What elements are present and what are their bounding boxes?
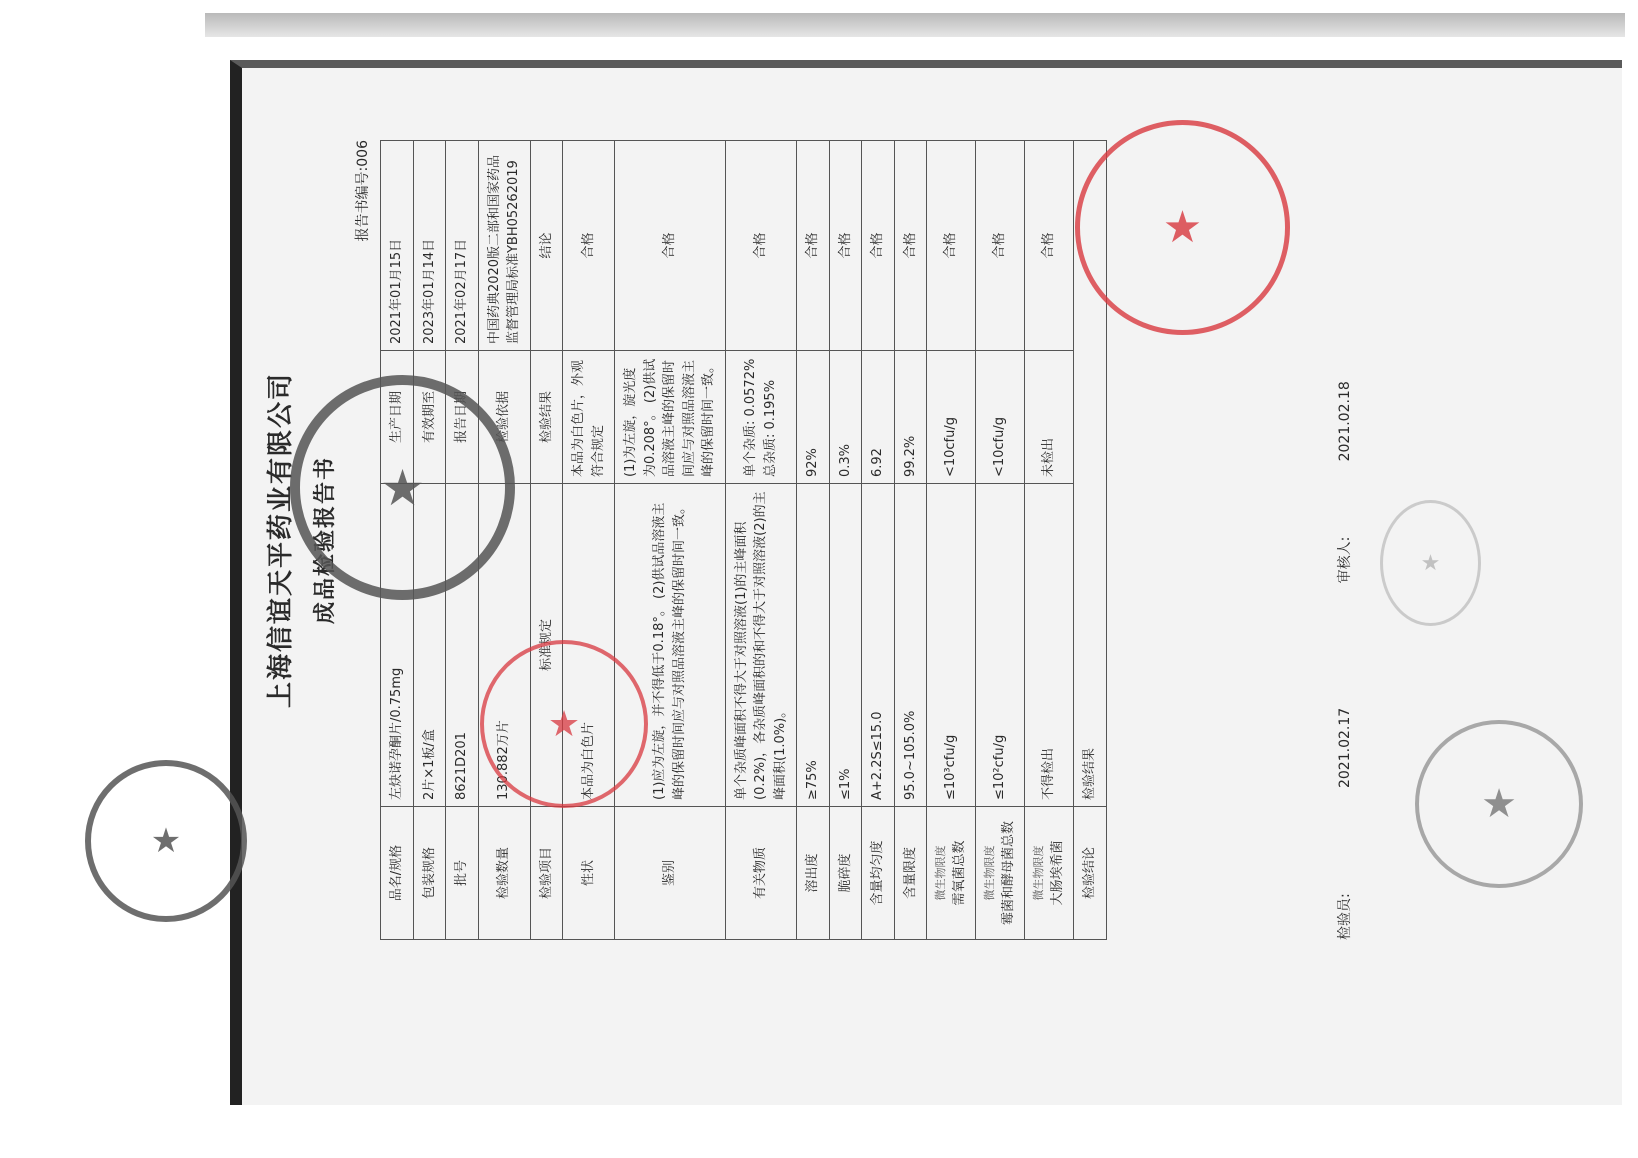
test-item: [563, 807, 615, 940]
test-row: [563, 141, 615, 940]
test-conclusion: 合格: [894, 141, 927, 351]
test-row: [927, 141, 976, 940]
test-standard: 95.0~105.0%: [894, 484, 927, 807]
test-conclusion: 合格: [862, 141, 895, 351]
inspector-signature: [1330, 822, 1354, 828]
test-result: 92%: [797, 351, 830, 484]
test-result: 未检出: [1025, 351, 1074, 484]
info-cell: 2023年01月14日: [413, 141, 446, 351]
test-header-cell: 检验项目: [530, 807, 563, 940]
test-conclusion: 合格: [563, 141, 615, 351]
test-standard: ≤1%: [829, 484, 862, 807]
test-result: <10cfu/g: [927, 351, 976, 484]
test-item-label: 脆碎度: [837, 853, 853, 893]
test-standard: 不得检出: [1025, 484, 1074, 807]
test-row: [862, 141, 895, 940]
gray-seal-quality-dept-right: ★: [1415, 720, 1583, 888]
test-item: [615, 807, 726, 940]
info-cell: 检验依据: [478, 351, 530, 484]
test-item: [829, 807, 862, 940]
test-item-label: 溶出度: [805, 853, 820, 893]
gray-seal-anhui: ★: [85, 760, 247, 922]
test-item-label: 鉴别: [662, 860, 677, 887]
test-standard: (1)应为左旋，并不得低于0.18°。 (2)供试品溶液主峰的保留时间应与对照品溶液主峰的保留时间一致。: [615, 484, 726, 807]
test-item: [927, 807, 976, 940]
test-result: 单个杂质: 0.0572% 总杂质: 0.195%: [725, 351, 797, 484]
test-header-row: [530, 141, 563, 940]
test-group: 微生物限度: [934, 845, 947, 901]
company-name: 上海信谊天平药业有限公司: [266, 372, 296, 709]
test-item-label: 性状: [580, 860, 596, 887]
info-cell: 130.882万片: [478, 484, 530, 807]
test-row: [829, 141, 862, 940]
info-cell: 检验数量: [478, 807, 530, 940]
test-result: 6.92: [862, 351, 895, 484]
test-result: <10cfu/g: [976, 351, 1025, 484]
test-conclusion: 合格: [1025, 141, 1074, 351]
test-conclusion: 合格: [797, 141, 830, 351]
test-standard: ≤10²cfu/g: [976, 484, 1025, 807]
test-item: [862, 807, 895, 940]
test-item-label: 霉菌和酵母菌总数: [1000, 821, 1016, 926]
report-title: 成品检验报告书: [312, 456, 338, 625]
signature-line: 检验员: 2021.02.17 审核人: 2021.02.18: [1330, 140, 1354, 940]
test-standard: 本品为白色片: [563, 484, 615, 807]
test-item-label: 含量均匀度: [870, 840, 885, 906]
test-item-label: 含量限度: [902, 847, 918, 900]
info-cell: 2片×1板/盒: [413, 484, 446, 807]
test-header-cell: 结论: [530, 141, 563, 351]
conclusion-label: 检验结论: [1074, 807, 1107, 940]
test-result: 99.2%: [894, 351, 927, 484]
info-cell: 左炔诺孕酮片/0.75mg: [381, 484, 414, 807]
test-item: [725, 807, 797, 940]
test-item-label: 大肠埃希菌: [1049, 840, 1065, 906]
info-cell: 中国药典2020版二部和国家药品监督管理局标准YBH05262019: [478, 141, 530, 351]
test-item-label: 有关物质: [753, 847, 768, 900]
test-result: (1)为左旋，旋光度为0.208°。 (2)供试品溶液主峰的保留时间应与对照品溶液主峰的保留时间一致。: [615, 351, 726, 484]
info-cell: 报告日期: [446, 351, 479, 484]
red-seal-anhui: ★: [480, 640, 648, 808]
test-header-cell: 检验结果: [530, 351, 563, 484]
test-conclusion: 合格: [725, 141, 797, 351]
test-row: [976, 141, 1025, 940]
test-standard: 单个杂质峰面积不得大于对照溶液(1)的主峰面积(0.2%)，各杂质峰面积的和不得大于对照溶液(2)的主峰面积(1.0%)。: [725, 484, 797, 807]
test-result: 0.3%: [829, 351, 862, 484]
gray-seal-shanghai-xinyi: ★: [290, 375, 515, 600]
test-conclusion: 合格: [615, 141, 726, 351]
test-item-label: 需氧菌总数: [951, 840, 967, 906]
info-cell: 2021年02月17日: [446, 141, 479, 351]
test-item: [894, 807, 927, 940]
test-result: 本品为白色片，外观符合规定: [563, 351, 615, 484]
test-conclusion: 合格: [829, 141, 862, 351]
red-seal-heilongjiang: ★: [1075, 120, 1290, 335]
info-cell: 有效期至: [413, 351, 446, 484]
test-group: 微生物限度: [983, 845, 996, 901]
test-item: [976, 807, 1025, 940]
test-conclusion: 合格: [976, 141, 1025, 351]
conclusion-value: 检验结果: [1074, 141, 1107, 807]
test-row: [894, 141, 927, 940]
test-row: [615, 141, 726, 940]
test-header-cell: 标准规定: [530, 484, 563, 807]
info-cell: 批号: [446, 807, 479, 940]
info-cell: 包装规格: [413, 807, 446, 940]
scanner-top-band: [205, 13, 1625, 37]
test-row: [1025, 141, 1074, 940]
info-cell: 品名/规格: [381, 807, 414, 940]
test-standard: A+2.2S≤15.0: [862, 484, 895, 807]
test-item: [1025, 807, 1074, 940]
test-conclusion: 合格: [927, 141, 976, 351]
test-row: [725, 141, 797, 940]
test-standard: ≤10³cfu/g: [927, 484, 976, 807]
test-row: [797, 141, 830, 940]
info-cell: 2021年01月15日: [381, 141, 414, 351]
test-group: 微生物限度: [1032, 845, 1045, 901]
test-standard: ≥75%: [797, 484, 830, 807]
info-cell: 8621D201: [446, 484, 479, 807]
info-cell: 生产日期: [381, 351, 414, 484]
test-item: [797, 807, 830, 940]
report-number: 报告书编号:006: [355, 140, 371, 242]
reviewer-signature: [1330, 486, 1354, 492]
gray-seal-quality-dept-top: ★: [1380, 500, 1481, 626]
